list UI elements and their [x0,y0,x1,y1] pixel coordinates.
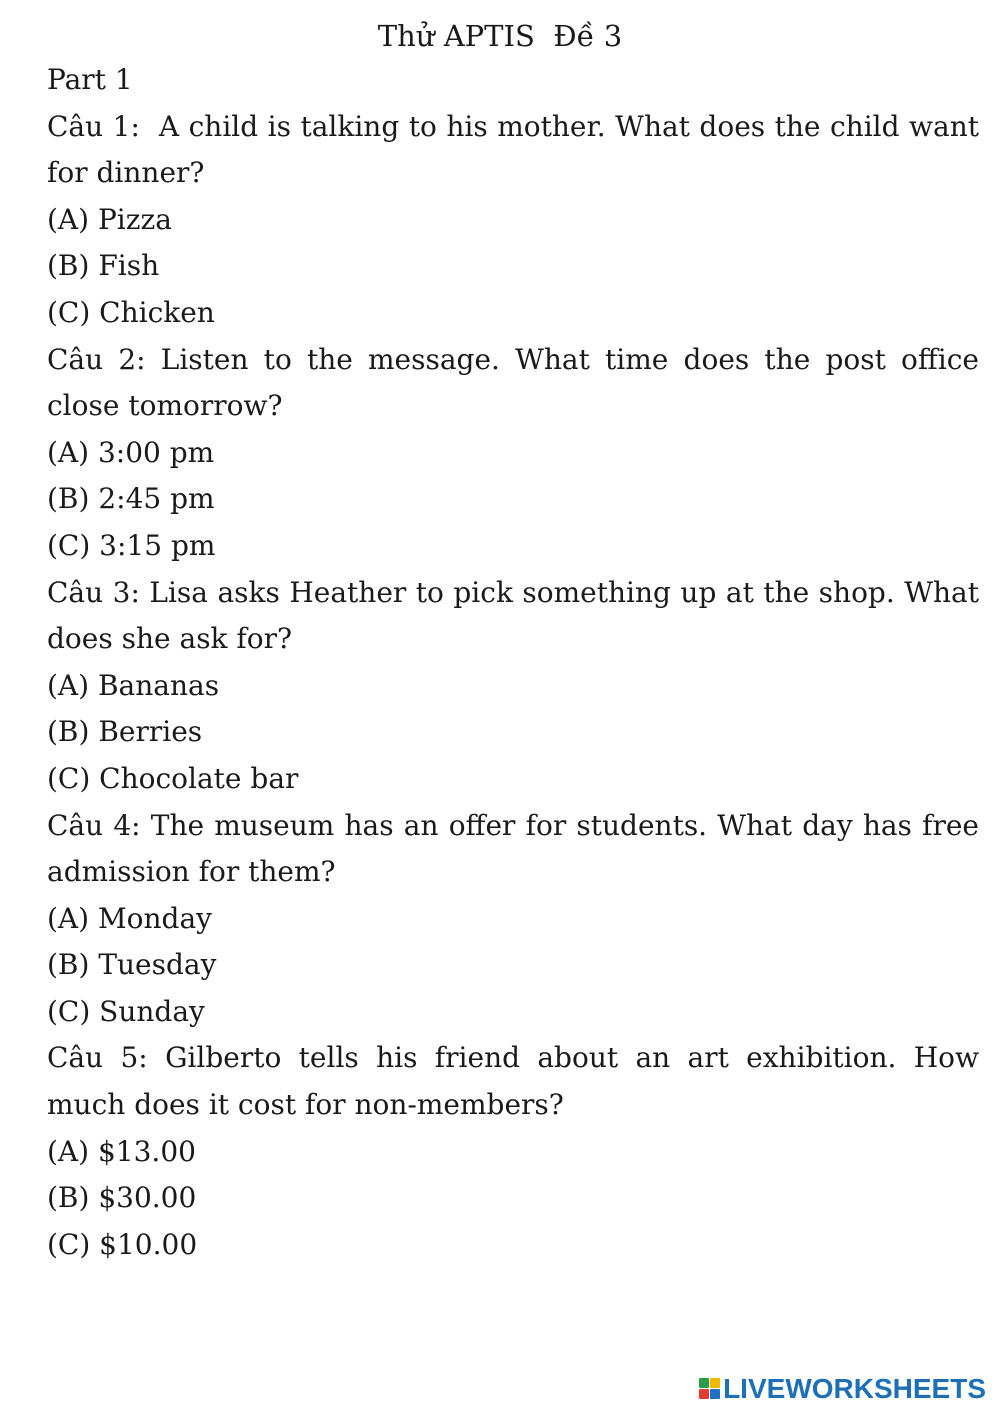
question-5 [47,1035,988,1268]
worksheet-content [47,57,988,1268]
question-1 [47,104,988,337]
answer-option: (A) Monday [47,901,212,935]
liveworksheets-logo [699,1374,986,1404]
answer-option: (B) $30.00 [47,1181,197,1215]
question-text: Câu 5: Gilberto tells his friend about an art exhibition. How much does it cost for non-members? [47,1041,988,1122]
answer-option: (C) 3:15 pm [47,528,216,562]
question-text: Câu 2: Listen to the message. What time does the post office close tomorrow? [47,342,988,423]
answer-option: (C) Chocolate bar [47,761,299,795]
answer-option: (A) $13.00 [47,1134,196,1168]
part-label: Part 1 [47,63,133,96]
answer-option: (C) Sunday [47,994,205,1028]
question-text: Câu 3: Lisa asks Heather to pick something up at the shop. What does she ask for? [47,575,988,656]
liveworksheets-logo-icon [699,1378,721,1400]
answer-option: (B) 2:45 pm [47,482,215,516]
answer-option: (A) Bananas [47,668,220,702]
answer-option: (C) Chicken [47,295,215,329]
worksheet-title: Thử APTIS Đề 3 [377,19,623,53]
answer-option: (B) Fish [47,249,160,283]
question-3 [47,570,988,803]
question-2 [47,337,988,570]
question-4 [47,803,988,1036]
question-text: Câu 1: A child is talking to his mother. What does the child want for dinner? [47,109,988,190]
question-text: Câu 4: The museum has an offer for students. What day has free admission for them? [47,808,988,889]
answer-option: (A) 3:00 pm [47,435,215,469]
answer-option: (C) $10.00 [47,1227,198,1261]
answer-option: (A) Pizza [47,202,172,236]
answer-option: (B) Berries [47,715,203,749]
answer-option: (B) Tuesday [47,948,217,982]
logo-text: LIVEWORKSHEETS [723,1373,986,1404]
